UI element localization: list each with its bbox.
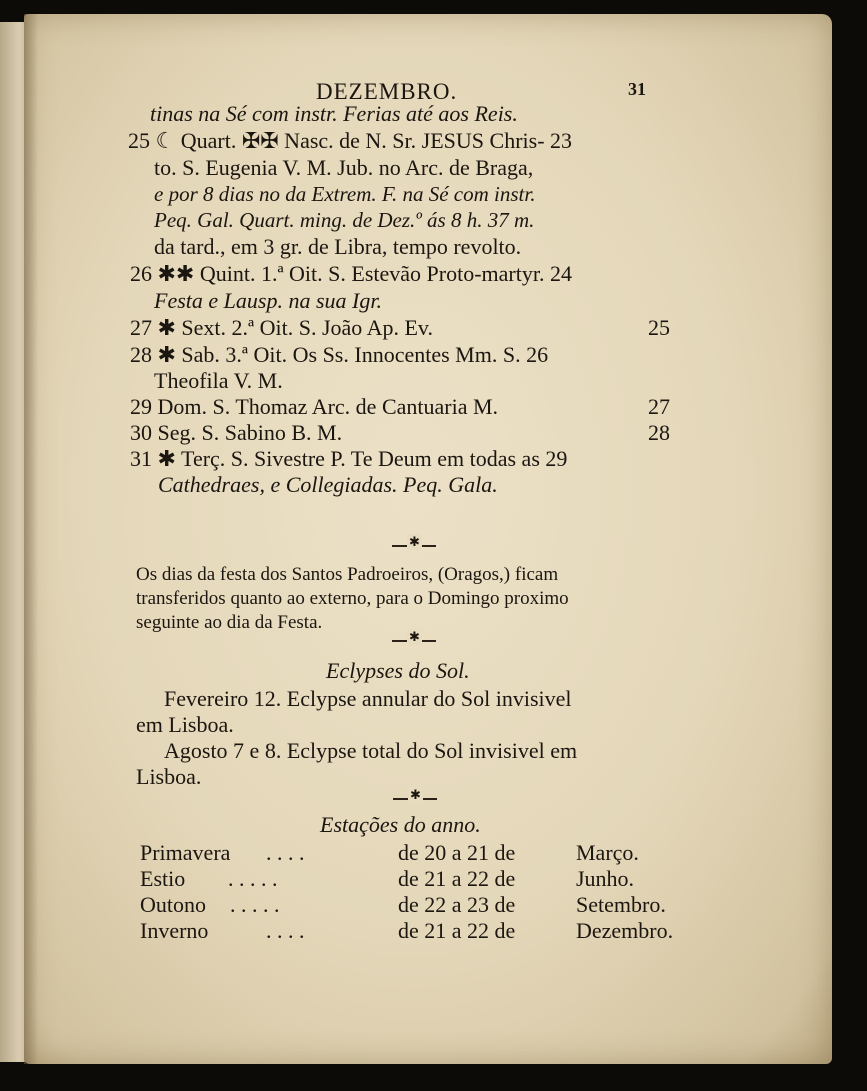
season-leader-dots: . . . . <box>266 840 305 865</box>
season-range: de 21 a 22 de <box>398 866 516 891</box>
season-name: Inverno <box>140 918 209 943</box>
season-month: Setembro. <box>576 892 666 917</box>
calendar-line: 28 ✱ Sab. 3.ª Oit. Os Ss. Innocentes Mm. S. 26 <box>130 342 549 367</box>
season-range: de 20 a 21 de <box>398 840 516 865</box>
season-name: Estio <box>140 866 186 891</box>
section-divider-ornament <box>392 540 436 552</box>
calendar-line: 31 ✱ Terç. S. Sivestre P. Te Deum em todas as 29 <box>130 446 568 471</box>
season-name: Outono <box>140 892 206 917</box>
running-header-month: DEZEMBRO. <box>316 79 458 104</box>
season-leader-dots: . . . . . <box>228 866 278 891</box>
calendar-line: 25 ☾ Quart. ✠✠ Nasc. de N. Sr. JESUS Chris- 23 <box>128 128 573 153</box>
season-range: de 22 a 23 de <box>398 892 516 917</box>
season-name: Primavera <box>140 840 231 865</box>
eclipses-heading: Eclypses do Sol. <box>326 658 470 683</box>
season-leader-dots: . . . . <box>266 918 305 943</box>
page-number: 31 <box>628 79 646 99</box>
calendar-line: Peq. Gal. Quart. ming. de Dez.º ás 8 h. 37 m. <box>154 208 535 232</box>
calendar-line: 30 Seg. S. Sabino B. M. <box>130 420 343 445</box>
calendar-line: Theofila V. M. <box>154 368 283 393</box>
calendar-line: 27 ✱ Sext. 2.ª Oit. S. João Ap. Ev. <box>130 315 433 340</box>
calendar-line: to. S. Eugenia V. M. Jub. no Arc. de Braga, <box>154 155 534 180</box>
page-gutter-shadow <box>24 14 38 1064</box>
calendar-line: 29 Dom. S. Thomaz Arc. de Cantuaria M. <box>130 394 499 419</box>
note-line: transferidos quanto ao externo, para o Domingo proximo <box>136 588 569 609</box>
calendar-day-number: 27 <box>648 394 670 419</box>
calendar-line: e por 8 dias no da Extrem. F. na Sé com instr. <box>154 182 536 206</box>
season-month: Dezembro. <box>576 918 674 943</box>
season-month: Junho. <box>576 866 635 891</box>
season-month: Março. <box>576 840 639 865</box>
note-line: Os dias da festa dos Santos Padroeiros, (Oragos,) ficam <box>136 564 559 585</box>
eclipse-line: Fevereiro 12. Eclypse annular do Sol invisivel <box>164 686 572 711</box>
calendar-line: Festa e Lausp. na sua Igr. <box>154 288 382 313</box>
season-leader-dots: . . . . . <box>230 892 280 917</box>
eclipse-line: Lisboa. <box>136 764 202 789</box>
eclipse-line: em Lisboa. <box>136 712 234 737</box>
note-line: seguinte ao dia da Festa. <box>136 612 323 633</box>
seasons-heading: Estações do anno. <box>320 812 481 837</box>
calendar-day-number: 25 <box>648 315 670 340</box>
section-divider-ornament <box>393 793 437 805</box>
calendar-line: 26 ✱✱ Quint. 1.ª Oit. S. Estevão Proto-martyr. 24 <box>130 261 572 286</box>
season-range: de 21 a 22 de <box>398 918 516 943</box>
calendar-line: Cathedraes, e Collegiadas. Peq. Gala. <box>158 472 498 497</box>
calendar-line: da tard., em 3 gr. de Libra, tempo revolto. <box>154 234 522 259</box>
calendar-day-number: 28 <box>648 420 670 445</box>
section-divider-ornament <box>392 635 436 647</box>
calendar-line: tinas na Sé com instr. Ferias até aos Reis. <box>150 101 518 126</box>
eclipse-line: Agosto 7 e 8. Eclypse total do Sol invisivel em <box>164 738 578 763</box>
